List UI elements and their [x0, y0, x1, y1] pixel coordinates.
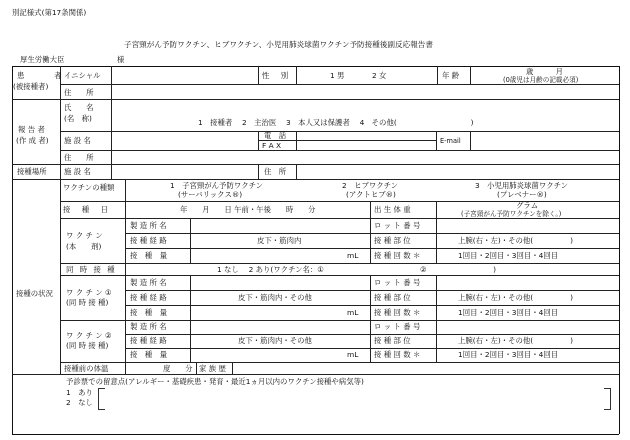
v2-lot-label: ロ ッ ト 番 号: [374, 322, 421, 331]
v2-amount-label: 接 種 量: [130, 350, 167, 359]
sex-label: 性 別: [262, 71, 291, 80]
patient-section-label: 患 者: [17, 71, 67, 80]
v1-manufacturer-field[interactable]: [193, 277, 368, 289]
fax-field[interactable]: [299, 142, 434, 150]
v2-site-label: 接 種 部 位: [374, 336, 411, 345]
age-label: 年 齢: [442, 71, 460, 80]
v1-amount-unit[interactable]: mL: [347, 308, 359, 317]
v2-route-label: 接 種 経 路: [130, 336, 167, 345]
main-vaccine-label: ワ ク チ ン: [66, 231, 103, 240]
phone-label: 電 話: [264, 131, 287, 140]
prescreen-option-yes[interactable]: 1 あり: [66, 388, 93, 397]
v2-manufacturer-field[interactable]: [193, 322, 368, 333]
vaccine-type-label: ワクチンの種類: [63, 183, 115, 192]
patient-address-label: 住 所: [64, 88, 94, 97]
reporter-name-sublabel: (名 称): [64, 114, 92, 123]
main-count-label: 接 種 回 数 ＊: [374, 251, 421, 260]
age-note: (0歳児は月齢の記載必須): [503, 76, 579, 84]
patient-address-field[interactable]: [114, 87, 614, 98]
temperature-label: 接種前の体温: [64, 364, 109, 373]
notes-bracket-right: [604, 388, 611, 410]
simultaneous-label: 同 時 接 種: [66, 265, 117, 274]
v1-route-value[interactable]: 皮下・筋肉内・その他: [238, 293, 312, 302]
v2-site-value[interactable]: 上腕(右・左)・その他( ): [458, 336, 574, 345]
patient-section-sublabel: (被接種者): [13, 82, 49, 91]
v1-amount-label: 接 種 量: [130, 308, 167, 317]
email-field[interactable]: [473, 133, 616, 148]
vaccine-brand-hpv: (サーバリックス®): [178, 190, 243, 199]
notes-bracket-left: [98, 388, 105, 410]
sex-option-female[interactable]: 2 女: [372, 71, 387, 80]
v1-site-value[interactable]: 上腕(右・左)・その他( ): [458, 293, 574, 302]
reporter-facility-field[interactable]: [114, 134, 256, 148]
main-count-value[interactable]: 1回目・2回目・3回目・4回目: [458, 251, 559, 260]
reporter-facility-label: 施 設 名: [64, 136, 91, 145]
v1-lot-field[interactable]: [439, 277, 616, 289]
reporter-role-options[interactable]: 1 接種者 2 主治医 3 本人又は保護者 4 その他( ): [198, 118, 474, 127]
v1-count-value[interactable]: 1回目・2回目・3回目・4回目: [458, 308, 559, 317]
prescreen-notes-field[interactable]: [106, 389, 602, 408]
vaccine1-sublabel: (同 時 接 種): [66, 298, 109, 307]
main-vaccine-sublabel: (本 剤): [66, 242, 102, 251]
vaccination-date-label: 接 種 日: [63, 205, 110, 214]
form-label: 別記様式(第17条関係): [12, 8, 87, 17]
vaccine-option-hpv[interactable]: 1 子宮頸がん予防ワクチン: [170, 181, 264, 190]
vaccine1-label: ワ ク チ ン ①: [66, 288, 112, 297]
initials-label: イニシャル: [64, 71, 101, 80]
email-label: E-mail: [440, 137, 461, 145]
prescreen-option-no[interactable]: 2 なし: [66, 398, 93, 407]
birth-weight-note: (子宮頸がん予防ワクチンを除く。): [461, 210, 562, 218]
family-history-label: 家 族 歴: [199, 364, 226, 373]
main-lot-field[interactable]: [439, 220, 616, 232]
v1-count-label: 接 種 回 数 ＊: [374, 308, 421, 317]
reporter-address-label: 住 所: [64, 153, 94, 162]
reporter-section-label: 報 告 者: [18, 125, 45, 134]
v1-manufacturer-label: 製 造 所 名: [130, 278, 167, 287]
site-facility-label: 施 設 名: [64, 167, 91, 176]
reporter-section-sublabel: (作 成 者): [16, 136, 49, 145]
temperature-value[interactable]: 度 分: [163, 364, 193, 373]
reporter-name-field[interactable]: [114, 101, 614, 114]
main-site-label: 接 種 部 位: [374, 236, 411, 245]
vaccine-option-hib[interactable]: 2 ヒブワクチン: [342, 181, 399, 190]
v1-site-label: 接 種 部 位: [374, 293, 411, 302]
main-amount-unit[interactable]: mL: [347, 251, 359, 260]
reporter-name-label: 氏 名: [64, 103, 94, 112]
vaccine-option-pcv[interactable]: 3 小児用肺炎球菌ワクチン: [475, 181, 569, 190]
vaccine-brand-hib: (アクトヒブ®): [346, 190, 396, 199]
main-lot-label: ロ ッ ト 番 号: [374, 221, 421, 230]
family-history-field[interactable]: [235, 364, 616, 374]
v2-lot-field[interactable]: [439, 322, 616, 333]
main-route-label: 接 種 経 路: [130, 236, 167, 245]
v2-amount-unit[interactable]: mL: [347, 350, 359, 359]
fax-label: F A X: [262, 141, 282, 150]
v1-route-label: 接 種 経 路: [130, 293, 167, 302]
site-address-label: 住 所: [264, 167, 287, 176]
v1-lot-label: ロ ッ ト 番 号: [374, 278, 421, 287]
v2-manufacturer-label: 製 造 所 名: [130, 322, 167, 331]
vaccine2-sublabel: (同 時 接 種): [66, 341, 109, 350]
vaccination-date-field[interactable]: 年 月 日 午前・午後 時 分: [180, 205, 316, 214]
addressee-honorific: 様: [117, 55, 125, 64]
birth-weight-unit[interactable]: グラム: [516, 201, 539, 210]
site-label: 接種場所: [17, 167, 47, 176]
phone-field[interactable]: [299, 132, 434, 140]
prescreen-notes-label: 予診票での留意点(アレルギー・基礎疾患・発育・最近1ヵ月以内のワクチン接種や病気等): [66, 377, 364, 386]
main-manufacturer-field[interactable]: [193, 220, 368, 232]
site-address-field[interactable]: [299, 166, 615, 178]
addressee: 厚生労働大臣: [20, 55, 65, 64]
status-section-label: 接種の状況: [16, 289, 53, 298]
age-unit[interactable]: 歳 月: [526, 67, 563, 76]
form-title: 子宮頸がん予防ワクチン、ヒブワクチン、小児用肺炎球菌ワクチン予防接種後副反応報告書: [124, 40, 433, 49]
site-facility-field[interactable]: [114, 166, 256, 178]
sex-option-male[interactable]: 1 男: [330, 71, 345, 80]
main-manufacturer-label: 製 造 所 名: [130, 221, 167, 230]
v2-count-value[interactable]: 1回目・2回目・3回目・4回目: [458, 350, 559, 359]
main-route-value[interactable]: 皮下・筋肉内: [257, 236, 302, 245]
main-site-value[interactable]: 上腕(右・左)・その他( ): [458, 236, 574, 245]
v2-route-value[interactable]: 皮下・筋肉内・その他: [238, 336, 312, 345]
vaccine2-label: ワ ク チ ン ②: [66, 331, 112, 340]
reporter-address-field[interactable]: [114, 152, 614, 163]
vaccine-brand-pcv: (プレベナー®): [497, 190, 547, 199]
main-amount-label: 接 種 量: [130, 251, 167, 260]
simultaneous-value[interactable]: 1 なし 2 あり(ワクチン名：① ② ): [217, 265, 496, 274]
birth-weight-label: 出 生 体 重: [374, 205, 411, 214]
initials-field[interactable]: [114, 70, 256, 83]
v2-count-label: 接 種 回 数 ＊: [374, 350, 421, 359]
